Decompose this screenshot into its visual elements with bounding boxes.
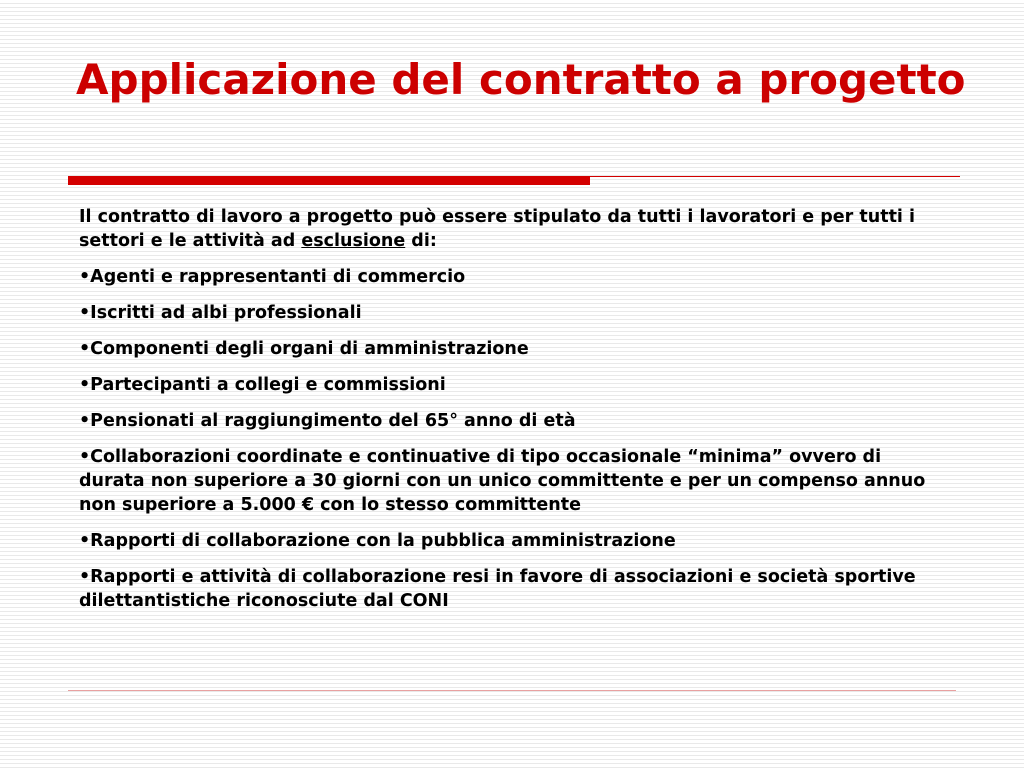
bullet-item: •Rapporti di collaborazione con la pubblica amministrazione bbox=[79, 531, 676, 551]
intro-text: Il contratto di lavoro a progetto può essere stipulato da tutti i lavoratori e per tutti i settori e le attività ad bbox=[79, 207, 916, 251]
bullet-item: •Pensionati al raggiungimento del 65° anno di età bbox=[79, 411, 576, 431]
bullet-item: •Iscritti ad albi professionali bbox=[79, 303, 362, 323]
bullet-item: •Rapporti e attività di collaborazione resi in favore di associazioni e società sportive dilettantistiche riconosciute dal CONI bbox=[79, 567, 916, 611]
title-underline-thin bbox=[590, 176, 960, 177]
bullet-item: •Componenti degli organi di amministrazione bbox=[79, 339, 529, 359]
intro-paragraph bbox=[79, 205, 939, 253]
slide-title: Applicazione del contratto a progetto bbox=[76, 55, 966, 104]
intro-underlined-word: esclusione bbox=[301, 231, 406, 251]
bullet-item: •Partecipanti a collegi e commissioni bbox=[79, 375, 446, 395]
bullet-item: •Agenti e rappresentanti di commercio bbox=[79, 267, 466, 287]
bullet-item: •Collaborazioni coordinate e continuative di tipo occasionale “minima” ovvero di durata non superiore a 30 giorni con un unico committente e per un compenso annuo non superiore a 5.000 € con lo stesso committente bbox=[79, 447, 926, 515]
slide-body bbox=[79, 205, 939, 625]
title-underline-thick bbox=[68, 176, 590, 185]
footer-divider bbox=[68, 690, 956, 691]
intro-text-end: di: bbox=[405, 231, 437, 251]
